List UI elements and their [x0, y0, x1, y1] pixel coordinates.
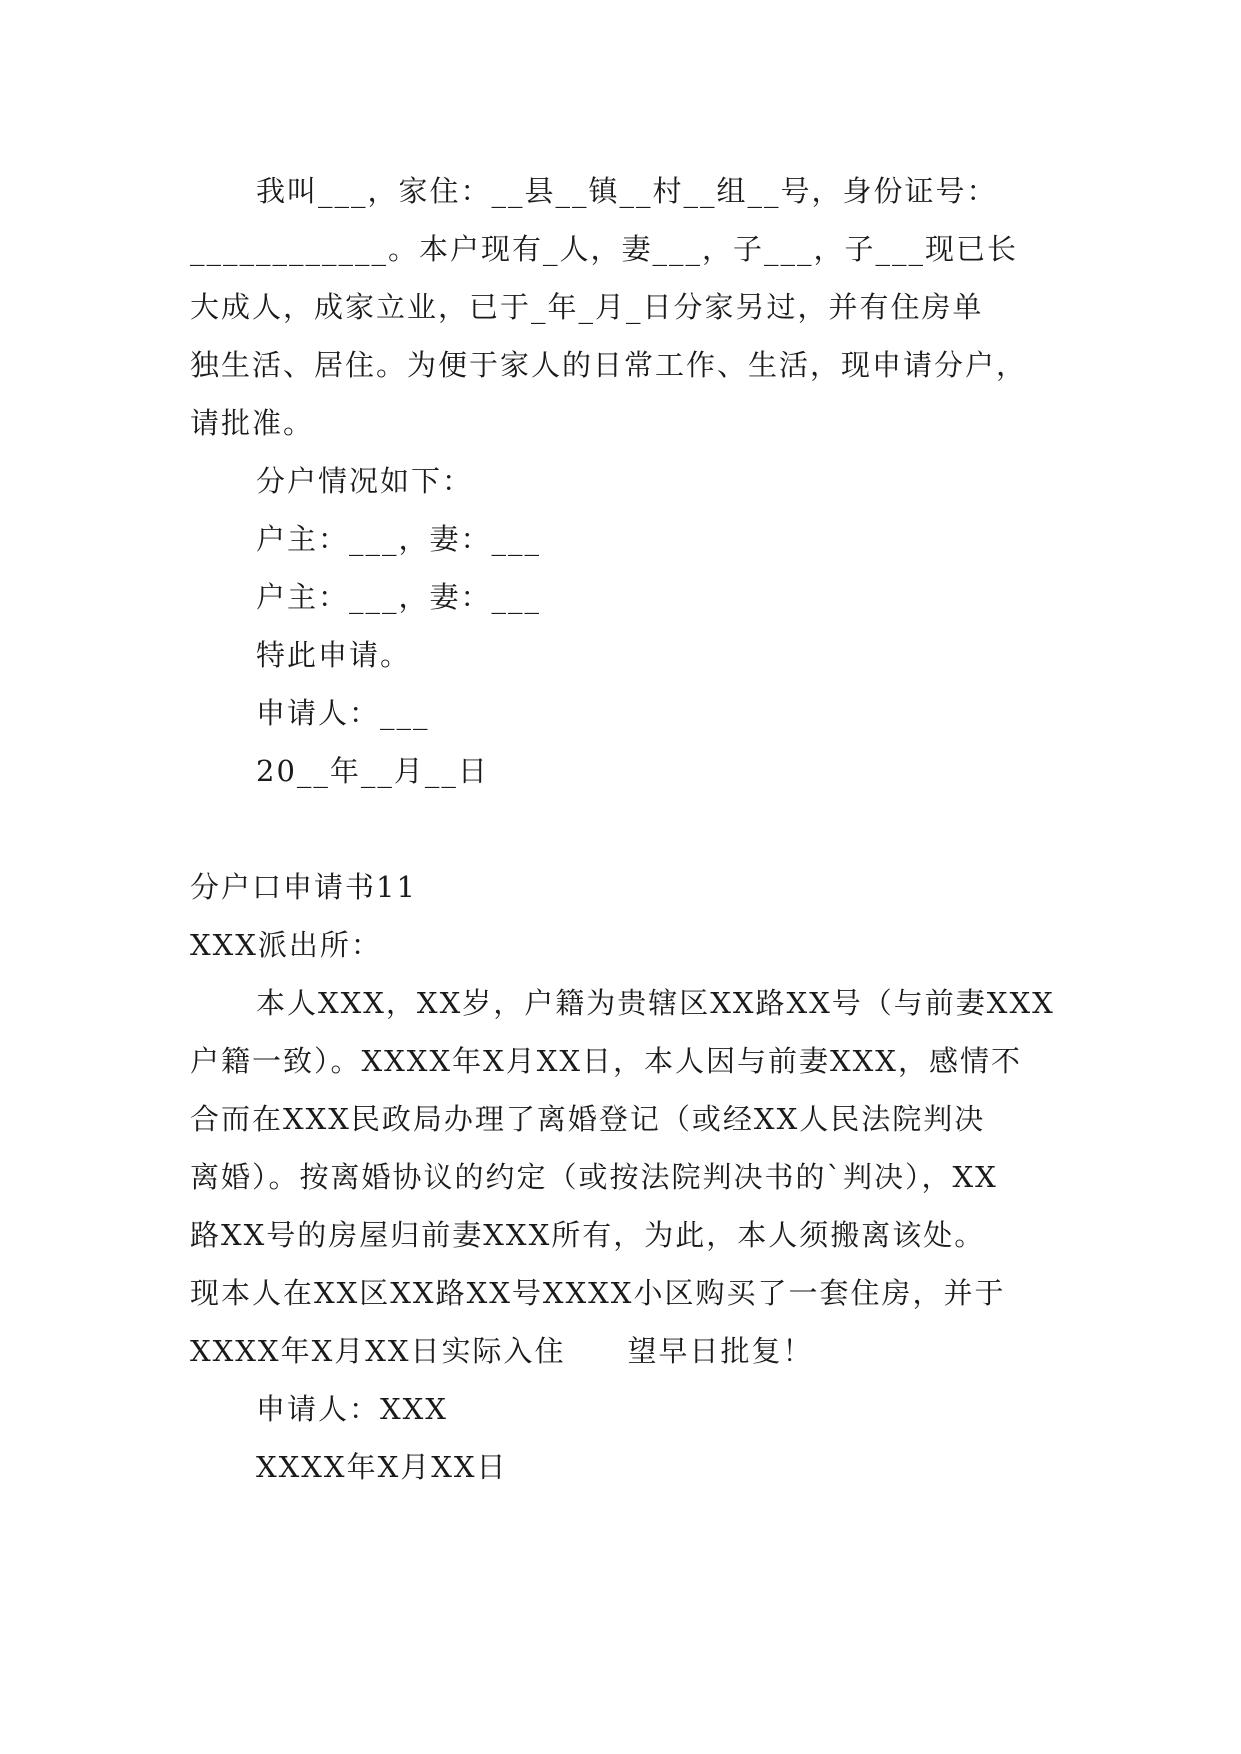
letter2-body-line-1: 本人XXX，XX岁，户籍为贵辖区XX路XX号（与前妻XXX	[256, 986, 1055, 1020]
letter1-body-line-5: 请批准。	[190, 406, 315, 440]
letter1-body-line-3: 大成人，成家立业，已于_年_月_日分家另过，并有住房单	[190, 290, 984, 324]
letter2-body-line-2: 户籍一致）。XXXX年X月XX日，本人因与前妻XXX，感情不	[190, 1044, 1022, 1078]
situation-heading: 分户情况如下：	[256, 464, 474, 498]
document-page	[190, 162, 1060, 1496]
applicant-line: 申请人：___	[256, 696, 430, 730]
letter1-body-line-4: 独生活、居住。为便于家人的日常工作、生活，现申请分户，	[190, 348, 1028, 382]
closing-line: 特此申请。	[256, 638, 412, 672]
letter2-title: 分户口申请书11	[190, 870, 417, 904]
household-line-1: 户主：___，妻：___	[256, 522, 542, 556]
letter2-body-line-3: 合而在XXX民政局办理了离婚登记（或经XX人民法院判决	[190, 1102, 986, 1136]
section-gap	[190, 800, 1060, 858]
letter2-body-line-7: XXXX年X月XX日实际入住 望早日批复！	[190, 1334, 814, 1368]
household-line-2: 户主：___，妻：___	[256, 580, 542, 614]
letter2-body-line-6: 现本人在XX区XX路XX号XXXX小区购买了一套住房，并于	[190, 1276, 1006, 1310]
letter2-date-line: XXXX年X月XX日	[256, 1450, 508, 1484]
letter2-body-line-4: 离婚）。按离婚协议的约定（或按法院判决书的`判决），XX	[190, 1160, 998, 1194]
date-line: 20__年__月__日	[256, 754, 489, 788]
letter1-body-line-2: ____________。本户现有_人，妻___，子___，子___现已长	[190, 232, 1019, 266]
letter2-addressee: XXX派出所：	[190, 928, 382, 962]
letter2-body-line-5: 路XX号的房屋归前妻XXX所有，为此，本人须搬离该处。	[190, 1218, 986, 1252]
letter1-body-line-1: 我叫___，家住：__县__镇__村__组__号，身份证号：	[256, 174, 998, 208]
letter2-applicant-line: 申请人：XXX	[256, 1392, 448, 1426]
